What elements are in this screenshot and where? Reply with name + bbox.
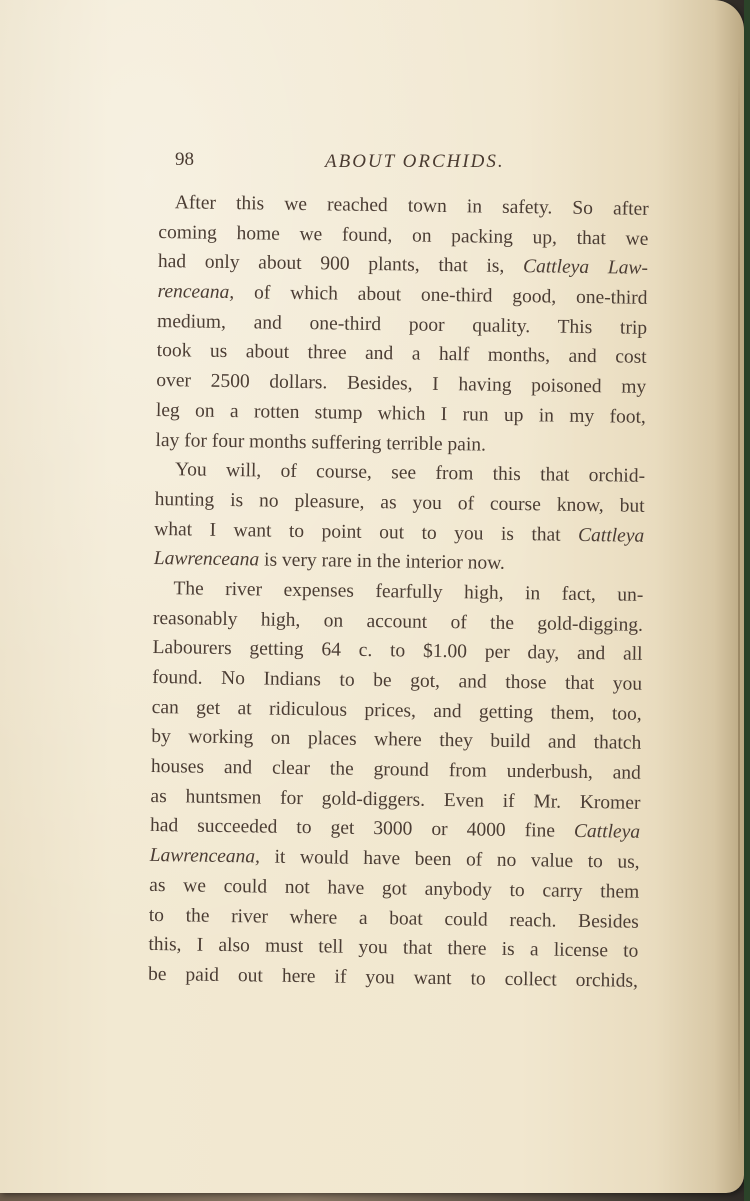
- text-segment: hunting is no pleasure, as you of course know, but: [154, 488, 645, 517]
- text-segment: be paid out here if you want to collect orchids,: [147, 963, 639, 992]
- text-segment: took us about three and a half months, and cost: [156, 340, 647, 369]
- italic-text: renceana,: [157, 281, 235, 304]
- text-segment: to the river where a boat could reach. Besides: [148, 904, 639, 933]
- text-segment: over 2500 dollars. Besides, I having poisoned my: [156, 370, 647, 398]
- italic-text: Cattleya: [577, 524, 645, 547]
- body-text: [148, 188, 649, 996]
- text-segment: medium, and one-third poor quality. This trip: [156, 310, 648, 339]
- book-cover-edge: [744, 0, 750, 1201]
- text-line: [148, 960, 638, 997]
- page-edge-shadow: [738, 60, 740, 1160]
- text-segment: had only about 900 plants, that is,: [157, 251, 524, 278]
- text-segment: this, I also must tell you that there is a license to: [148, 934, 639, 962]
- text-segment: of which about one-third good, one-third: [234, 282, 648, 309]
- text-segment: what I want to point out to you is that: [154, 518, 579, 546]
- page-number: 98: [175, 149, 194, 170]
- text-segment: by working on places where they build and thatch: [151, 726, 642, 755]
- text-segment: The river expenses fearfully high, in fact, un-: [173, 578, 644, 606]
- text-segment: had succeeded to get 3000 or 4000 fine: [149, 815, 575, 843]
- text-segment: is very rare in the interior now.: [259, 549, 506, 575]
- text-segment: After this we reached town in safety. So after: [174, 192, 649, 220]
- text-segment: Labourers getting 64 c. to $1.00 per day, and all: [152, 637, 643, 666]
- text-segment: houses and clear the ground from underbush, and: [150, 756, 642, 784]
- italic-text: Lawrenceana,: [149, 845, 261, 868]
- text-segment: reasonably high, on account of the gold-digging.: [152, 607, 644, 636]
- text-segment: it would have been of no value to us,: [259, 846, 640, 873]
- text-segment: as we could not have got anybody to carry them: [149, 874, 640, 903]
- text-segment: found. No Indians to be got, and those that you: [152, 666, 643, 695]
- italic-text: Lawrenceana: [153, 548, 260, 571]
- text-segment: You will, of course, see from this that orchid-: [174, 459, 646, 488]
- page-header: [175, 145, 645, 185]
- text-segment: can get at ridiculous prices, and getting them, too,: [151, 696, 642, 725]
- text-segment: as huntsmen for gold-diggers. Even if Mr. Kromer: [150, 785, 641, 814]
- running-head: ABOUT ORCHIDS.: [325, 151, 505, 172]
- text-segment: coming home we found, on packing up, that we: [158, 221, 649, 250]
- text-segment: lay for four months suffering terrible pain.: [155, 429, 487, 456]
- italic-text: Cattleya Law-: [522, 256, 649, 280]
- italic-text: Cattleya: [573, 821, 641, 844]
- text-segment: leg on a rotten stump which I run up in my foot,: [155, 399, 646, 428]
